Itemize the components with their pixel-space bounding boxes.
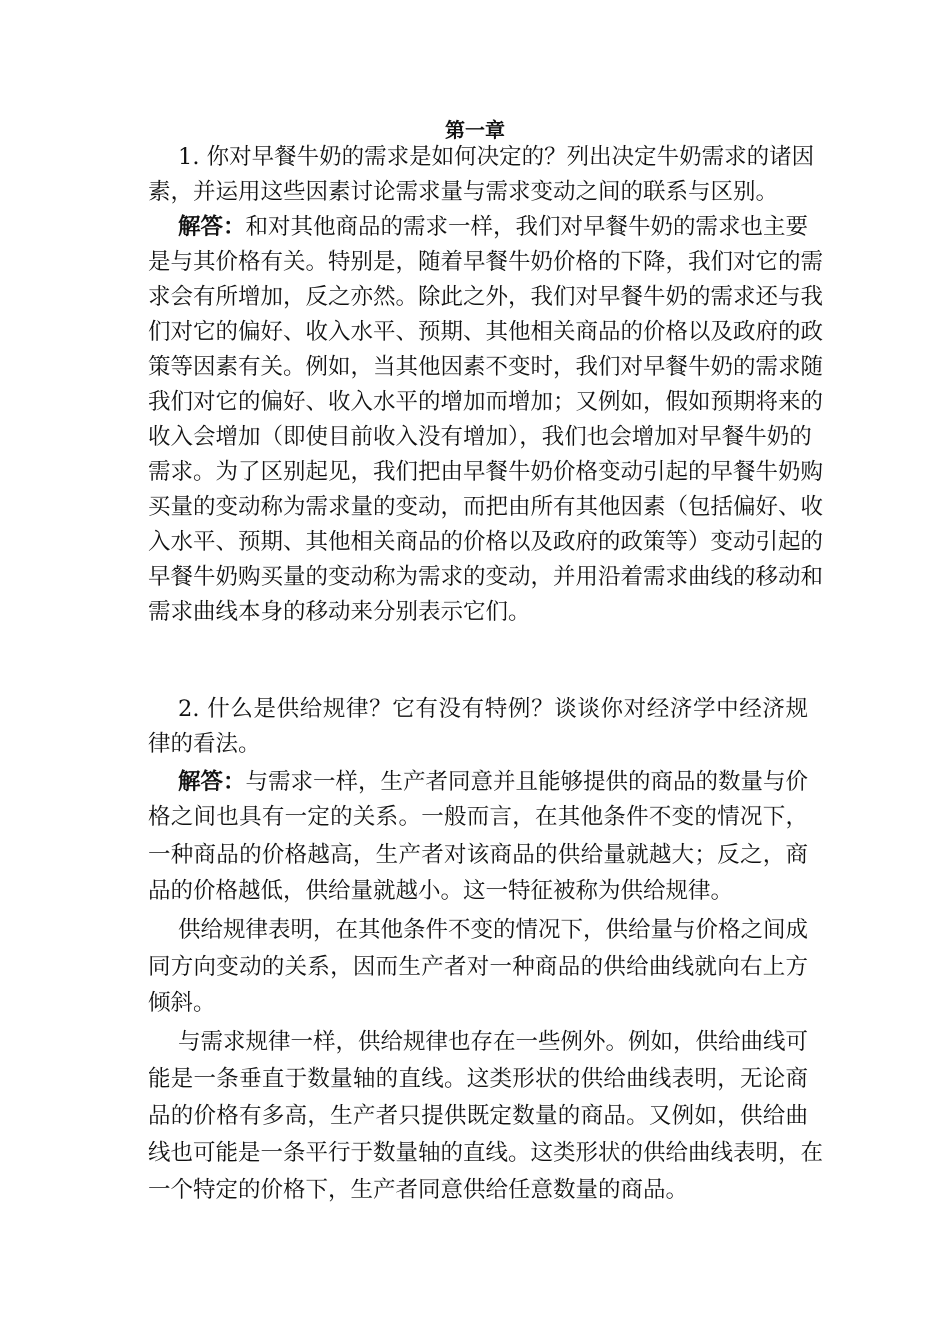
paragraph-line: 同方向变动的关系，因而生产者对一种商品的供给曲线就向右上方 [148, 954, 808, 980]
answer-2-first-line [178, 765, 808, 799]
paragraph-line: 品的价格有多高，生产者只提供既定数量的商品。又例如，供给曲 [148, 1103, 808, 1129]
answer-1-line: 入水平、预期、其他相关商品的价格以及政府的政策等）变动引起的 [148, 529, 824, 555]
answer-1-line: 们对它的偏好、收入水平、预期、其他相关商品的价格以及政府的政 [148, 319, 824, 345]
question-1-line: 素，并运用这些因素讨论需求量与需求变动之间的联系与区别。 [148, 179, 779, 205]
paragraph-line: 能是一条垂直于数量轴的直线。这类形状的供给曲线表明，无论商 [148, 1066, 808, 1092]
answer-1-line: 和对其他商品的需求一样，我们对早餐牛奶的需求也主要 [245, 214, 809, 240]
question-1-line: 1. 你对早餐牛奶的需求是如何决定的？列出决定牛奶需求的诸因 [178, 144, 815, 170]
answer-1-line: 需求曲线本身的移动来分别表示它们。 [148, 599, 531, 625]
question-2-line: 2. 什么是供给规律？它有没有特例？谈谈你对经济学中经济规 [178, 696, 808, 722]
paragraph-line: 供给规律表明，在其他条件不变的情况下，供给量与价格之间成 [178, 917, 809, 943]
answer-label: 解答： [178, 769, 246, 795]
answer-1-line: 是与其价格有关。特别是，随着早餐牛奶价格的下降，我们对它的需 [148, 249, 824, 275]
chapter-title: 第一章 [445, 118, 505, 142]
answer-2-line: 品的价格越低，供给量就越小。这一特征被称为供给规律。 [148, 878, 734, 904]
paragraph-line: 倾斜。 [148, 990, 216, 1016]
question-2-line: 律的看法。 [148, 731, 261, 757]
answer-2-line: 一种商品的价格越高，生产者对该商品的供给量就越大；反之，商 [148, 842, 808, 868]
answer-2-line: 格之间也具有一定的关系。一般而言，在其他条件不变的情况下， [148, 804, 808, 830]
answer-1-line: 买量的变动称为需求量的变动，而把由所有其他因素（包括偏好、收 [148, 494, 824, 520]
answer-1-line: 早餐牛奶购买量的变动称为需求的变动，并用沿着需求曲线的移动和 [148, 564, 824, 590]
paragraph-line: 线也可能是一条平行于数量轴的直线。这类形状的供给曲线表明，在 [148, 1140, 824, 1166]
paragraph-line: 一个特定的价格下，生产者同意供给任意数量的商品。 [148, 1177, 689, 1203]
answer-label: 解答： [178, 214, 246, 240]
answer-1-line: 收入会增加（即使目前收入没有增加），我们也会增加对早餐牛奶的 [148, 424, 812, 450]
answer-1-line: 策等因素有关。例如，当其他因素不变时，我们对早餐牛奶的需求随 [148, 354, 824, 380]
answer-1-line: 求会有所增加，反之亦然。除此之外，我们对早餐牛奶的需求还与我 [148, 284, 824, 310]
paragraph-line: 与需求规律一样，供给规律也存在一些例外。例如，供给曲线可 [178, 1029, 809, 1055]
answer-1-line: 我们对它的偏好、收入水平的增加而增加；又例如，假如预期将来的 [148, 389, 824, 415]
answer-2-line: 与需求一样，生产者同意并且能够提供的商品的数量与价 [245, 769, 809, 795]
answer-1-first-line [178, 210, 808, 244]
answer-1-line: 需求。为了区别起见，我们把由早餐牛奶价格变动引起的早餐牛奶购 [148, 459, 824, 485]
